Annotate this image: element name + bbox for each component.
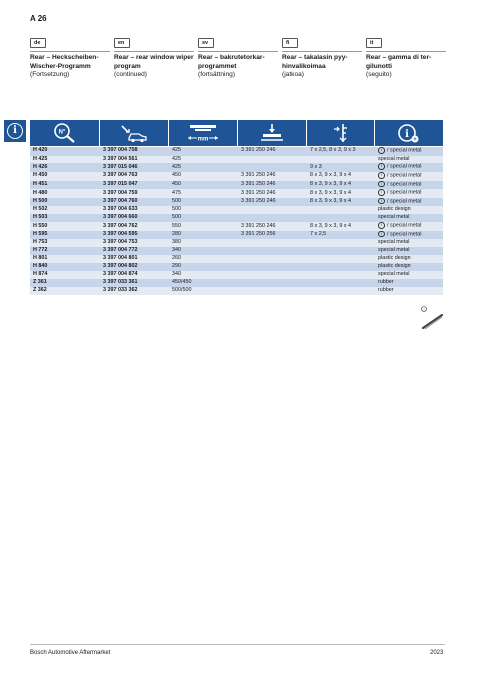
cell-note: [375, 279, 443, 287]
note-separator: /: [385, 147, 390, 154]
cell-note: [375, 239, 443, 247]
note-text: special metal: [390, 181, 422, 188]
svg-text:i: i: [423, 307, 425, 312]
cell-thread: [307, 206, 375, 214]
note-text: rubber: [378, 286, 394, 293]
cell-length: 425: [172, 163, 181, 170]
note-text: special metal: [390, 172, 422, 179]
lang-title: Rear – rear window wiper program: [114, 54, 194, 70]
table-header: [30, 120, 443, 146]
cell-length: 500: [172, 198, 181, 205]
lang-title: Rear – gamma di ter-gilunotti: [366, 54, 432, 70]
table-row: [30, 247, 443, 255]
table-row: [30, 147, 443, 156]
cell-code: H 874: [33, 270, 48, 277]
note-separator: /: [385, 181, 390, 188]
cell-length: 500: [172, 214, 181, 221]
note-separator: /: [385, 198, 390, 205]
cell-length: 450: [172, 180, 181, 187]
cell-adapter: 3 391 250 246: [241, 180, 276, 187]
lang-subtitle: (seguito): [366, 71, 392, 78]
cell-thread: 8 x 3, 9 x 3, 9 x 4: [310, 222, 352, 229]
cell-adapter: [238, 206, 307, 214]
lang-subtitle: (jatkoa): [282, 71, 304, 78]
lang-block-en: [114, 31, 198, 80]
lang-title: Rear – takalasin pyy-hinvalikoimaa: [282, 54, 348, 70]
wiper-blade-icon: [420, 306, 446, 334]
table-row: [30, 172, 443, 181]
cell-note: [375, 222, 443, 231]
lang-tag: sv: [198, 38, 214, 48]
cell-part-number: 3 397 004 762: [103, 222, 138, 229]
cell-note: [375, 287, 443, 295]
cell-note: [375, 214, 443, 222]
svg-text:i: i: [405, 129, 409, 140]
cell-thread: [307, 156, 375, 164]
cell-adapter: 3 391 250 246: [241, 172, 276, 179]
note-text: special metal: [378, 247, 410, 254]
lang-title: Rear – Heckscheiben-Wischer-Programm: [30, 54, 99, 70]
cell-adapter: [238, 239, 307, 247]
cell-part-number: 3 397 004 874: [103, 270, 138, 277]
footer-divider: [30, 644, 445, 645]
note-text: special metal: [378, 270, 410, 277]
lang-divider: [114, 51, 194, 52]
side-info-tab: [4, 120, 26, 142]
note-separator: /: [385, 222, 390, 229]
note-text: special metal: [390, 189, 422, 196]
info-icon: i: [378, 189, 385, 196]
note-separator: /: [385, 189, 390, 196]
info-icon: i: [378, 222, 385, 229]
cell-adapter: [238, 255, 307, 263]
cell-thread: 8 x 3, 9 x 3, 9 x 4: [310, 180, 352, 187]
lang-tag: fi: [282, 38, 298, 48]
cell-part-number: 3 397 004 759: [103, 189, 138, 196]
lang-block-sv: [198, 31, 282, 80]
info-plus-icon: [375, 120, 443, 146]
note-text: plastic design: [378, 263, 411, 270]
cell-part-number: 3 397 004 561: [103, 155, 138, 162]
cell-thread: 9 x 3: [310, 163, 322, 170]
lang-title: Rear – bakrutetorkar-programmet: [198, 54, 265, 70]
cell-code: Z 362: [33, 286, 47, 293]
cell-note: [375, 206, 443, 214]
cell-length: 340: [172, 247, 181, 254]
lang-subtitle: (continued): [114, 71, 147, 78]
cell-code: H 550: [33, 222, 48, 229]
cell-note: [375, 263, 443, 271]
cell-length: 475: [172, 189, 181, 196]
cell-part-number: 3 397 004 772: [103, 247, 138, 254]
cell-part-number: 3 397 015 046: [103, 163, 138, 170]
cell-code: H 480: [33, 189, 48, 196]
note-text: special metal: [390, 222, 422, 229]
table-row: [30, 206, 443, 214]
cell-adapter: [238, 271, 307, 279]
cell-code: H 502: [33, 206, 48, 213]
adapter-icon: [238, 120, 307, 146]
svg-text:N°: N°: [58, 129, 65, 136]
cell-adapter: 3 391 250 256: [241, 231, 276, 238]
note-text: special metal: [378, 214, 410, 221]
cell-code: H 801: [33, 255, 48, 262]
cell-part-number: 3 397 004 633: [103, 206, 138, 213]
cell-adapter: 3 391 250 246: [241, 147, 276, 154]
cell-thread: [307, 214, 375, 222]
cell-part-number: 3 397 004 595: [103, 231, 138, 238]
note-text: plastic design: [378, 255, 411, 262]
cell-note: [375, 231, 443, 240]
note-separator: /: [385, 172, 390, 179]
cell-note: [375, 156, 443, 164]
cell-thread: 8 x 3, 9 x 3, 9 x 4: [310, 189, 352, 196]
cell-part-number: 3 397 004 802: [103, 263, 138, 270]
cell-length: 450/450: [172, 278, 192, 285]
cell-adapter: [238, 156, 307, 164]
table-row: [30, 263, 443, 271]
info-icon: i: [378, 147, 385, 154]
language-headers: [30, 31, 450, 80]
cell-thread: 7 x 2,5: [310, 231, 327, 238]
length-mm-icon: [169, 120, 238, 146]
cell-code: H 426: [33, 163, 48, 170]
cell-code: H 753: [33, 239, 48, 246]
unit-label: mm: [197, 136, 209, 143]
table-row: [30, 189, 443, 198]
note-text: special metal: [378, 155, 410, 162]
cell-part-number: 3 397 004 753: [103, 239, 138, 246]
cell-code: H 772: [33, 247, 48, 254]
info-icon: i: [378, 163, 385, 170]
note-separator: /: [385, 231, 390, 238]
cell-code: H 840: [33, 263, 48, 270]
cell-adapter: [238, 287, 307, 295]
table-row: [30, 222, 443, 231]
lang-block-it: [366, 31, 450, 80]
note-text: plastic design: [378, 206, 411, 213]
cell-part-number: 3 397 004 660: [103, 214, 138, 221]
info-icon: i: [378, 181, 385, 188]
cell-length: 290: [172, 263, 181, 270]
cell-part-number: 3 397 004 758: [103, 147, 138, 154]
connector-icon: [307, 120, 375, 146]
note-separator: /: [385, 164, 390, 171]
table-row: [30, 239, 443, 247]
note-text: special metal: [390, 164, 422, 171]
cell-length: 280: [172, 231, 181, 238]
cell-thread: [307, 279, 375, 287]
cell-adapter: 3 391 250 246: [241, 189, 276, 196]
cell-note: [375, 271, 443, 279]
info-icon: i: [378, 198, 385, 205]
cell-part-number: 3 397 004 763: [103, 172, 138, 179]
lang-tag: en: [114, 38, 130, 48]
cell-code: H 451: [33, 180, 48, 187]
table-row: [30, 156, 443, 164]
note-text: special metal: [378, 239, 410, 246]
cell-note: [375, 189, 443, 198]
lang-tag: it: [366, 38, 382, 48]
cell-note: [375, 172, 443, 181]
cell-part-number: 3 397 004 760: [103, 198, 138, 205]
note-text: special metal: [390, 231, 422, 238]
cell-code: H 503: [33, 214, 48, 221]
lang-block-fi: [282, 31, 366, 80]
cell-length: 500/500: [172, 286, 192, 293]
lang-divider: [198, 51, 278, 52]
note-text: special metal: [390, 147, 422, 154]
lang-block-de: [30, 31, 114, 80]
cell-thread: [307, 255, 375, 263]
wiper-table: [30, 147, 443, 295]
cell-adapter: [238, 247, 307, 255]
cell-thread: 7 x 2,5, 8 x 3, 9 x 3: [310, 147, 356, 154]
note-text: rubber: [378, 278, 394, 285]
cell-code: H 420: [33, 147, 48, 154]
cell-adapter: [238, 163, 307, 172]
cell-thread: [307, 287, 375, 295]
cell-code: H 595: [33, 231, 48, 238]
info-icon: i: [7, 123, 23, 139]
cell-adapter: 3 391 250 246: [241, 198, 276, 205]
vehicle-search-icon: [100, 120, 169, 146]
cell-adapter: 3 391 250 246: [241, 222, 276, 229]
table-row: [30, 163, 443, 172]
cell-adapter: [238, 214, 307, 222]
cell-note: [375, 181, 443, 190]
info-icon: i: [378, 172, 385, 179]
table-row: [30, 214, 443, 222]
table-row: [30, 198, 443, 207]
cell-thread: 8 x 3, 9 x 3, 9 x 4: [310, 172, 352, 179]
cell-note: [375, 163, 443, 172]
cell-thread: [307, 271, 375, 279]
footer-year: 2023: [430, 650, 444, 656]
cell-note: [375, 247, 443, 255]
cell-part-number: 3 397 033 361: [103, 278, 138, 285]
table-row: [30, 231, 443, 240]
page-code: A 26: [30, 14, 47, 23]
table-row: [30, 279, 443, 287]
cell-part-number: 3 397 015 047: [103, 180, 138, 187]
cell-length: 260: [172, 255, 181, 262]
cell-note: [375, 198, 443, 207]
cell-length: 425: [172, 147, 181, 154]
table-row: [30, 271, 443, 279]
cell-thread: [307, 247, 375, 255]
footer-brand: Bosch Automotive Aftermarket: [30, 650, 111, 656]
cell-code: H 500: [33, 198, 48, 205]
svg-text:+: +: [413, 137, 417, 143]
cell-length: 425: [172, 155, 181, 162]
lang-subtitle: (Fortsetzung): [30, 71, 70, 78]
table-row: [30, 287, 443, 295]
cell-note: [375, 255, 443, 263]
lang-divider: [366, 51, 446, 52]
cell-adapter: [238, 263, 307, 271]
cell-adapter: [238, 279, 307, 287]
cell-length: 550: [172, 222, 181, 229]
cell-thread: 8 x 3, 9 x 3, 9 x 4: [310, 198, 352, 205]
cell-part-number: 3 397 033 362: [103, 286, 138, 293]
table-row: [30, 255, 443, 263]
number-search-icon: [30, 120, 100, 146]
cell-thread: [307, 239, 375, 247]
cell-note: [375, 147, 443, 156]
cell-part-number: 3 397 004 801: [103, 255, 138, 262]
lang-tag: de: [30, 38, 46, 48]
cell-length: 450: [172, 172, 181, 179]
lang-subtitle: (fortsättning): [198, 71, 236, 78]
cell-thread: [307, 263, 375, 271]
cell-code: H 450: [33, 172, 48, 179]
lang-divider: [282, 51, 362, 52]
lang-divider: [30, 51, 110, 52]
cell-code: Z 361: [33, 278, 47, 285]
cell-length: 340: [172, 270, 181, 277]
cell-code: H 425: [33, 155, 48, 162]
info-icon: i: [378, 231, 385, 238]
table-row: [30, 181, 443, 190]
cell-length: 380: [172, 239, 181, 246]
note-text: special metal: [390, 198, 422, 205]
cell-length: 500: [172, 206, 181, 213]
